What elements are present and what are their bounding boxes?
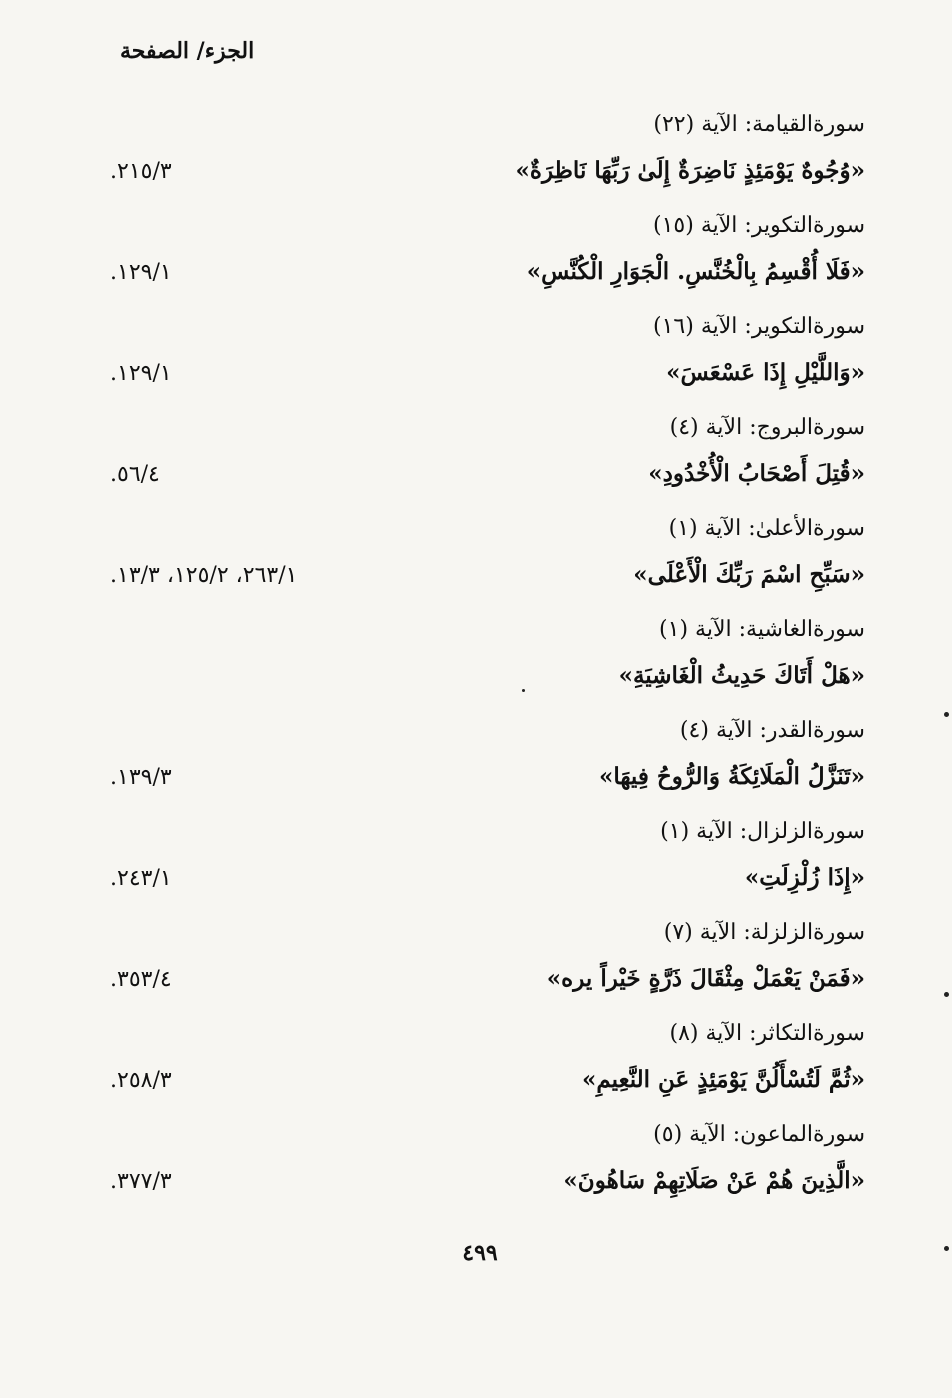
scan-speck: [944, 992, 949, 997]
surah-heading: [680, 718, 865, 743]
surah-name: سورةالزلزلة:: [743, 920, 865, 945]
surah-name: سورةالبروج:: [749, 415, 865, 440]
ayah-number: (٤): [669, 415, 699, 440]
surah-name: سورةالماعون:: [732, 1122, 865, 1147]
ayah-number: (١٦): [653, 314, 694, 339]
index-entry: [100, 920, 865, 1021]
volume-page-reference: ٢٤٣/١.: [110, 866, 172, 891]
ayah-number: (٧): [663, 920, 693, 945]
surah-name: سورةالقدر:: [759, 718, 865, 743]
surah-name: سورةالزلزال:: [739, 819, 865, 844]
surah-name: سورةالتكوير:: [744, 314, 865, 339]
volume-page-reference: ٣٥٣/٤.: [110, 967, 172, 992]
verse-text: «سَبِّحِ اسْمَ رَبِّكَ الْأَعْلَى»: [633, 561, 865, 588]
ayah-number: (٢٢): [653, 112, 695, 137]
ayah-label: الآية: [696, 819, 733, 844]
surah-name: سورةالقيامة:: [744, 112, 865, 137]
ayah-label: الآية: [695, 617, 732, 642]
volume-page-reference: ١٣٩/٣.: [110, 765, 172, 790]
scan-speck: [522, 689, 525, 692]
volume-page-reference: ٥٦/٤.: [110, 462, 160, 487]
ayah-label: الآية: [705, 415, 743, 440]
volume-page-reference: ٢٦٣/١، ١٢٥/٢، ١٣/٣.: [110, 563, 298, 588]
index-entry: [100, 213, 865, 314]
verse-text: «وَاللَّيْلِ إِذَا عَسْعَسَ»: [666, 359, 865, 386]
ayah-label: الآية: [701, 112, 738, 137]
ayah-number: (١٥): [653, 213, 694, 238]
page-header: الجزء/ الصفحة: [120, 38, 255, 64]
volume-page-reference: ٣٧٧/٣.: [110, 1169, 172, 1194]
index-entry: [100, 314, 865, 415]
surah-heading: [653, 1122, 865, 1147]
verse-text: «هَلْ أَتَاكَ حَدِيثُ الْغَاشِيَةِ»: [618, 662, 865, 689]
ayah-label: الآية: [700, 213, 738, 238]
ayah-label: الآية: [699, 920, 737, 945]
volume-page-reference: ٢٥٨/٣.: [110, 1068, 172, 1093]
index-entry: [100, 112, 865, 213]
verse-index-list: [100, 112, 865, 1223]
index-entry: [100, 819, 865, 920]
ayah-label: الآية: [715, 718, 753, 743]
verse-text: «وُجُوهٌ يَوْمَئِذٍ نَاضِرَةٌ إِلَىٰ رَبِّهَا نَاظِرَةٌ»: [515, 157, 865, 184]
verse-text: «فَمَنْ يَعْمَلْ مِثْقَالَ ذَرَّةٍ خَيْراً يره»: [546, 965, 865, 992]
surah-name: سورةالأعلىٰ:: [748, 516, 865, 541]
ayah-label: الآية: [704, 516, 742, 541]
index-entry: [100, 1122, 865, 1223]
surah-name: سورةالغاشية:: [738, 617, 865, 642]
surah-heading: [669, 1021, 865, 1046]
ayah-number: (١): [659, 617, 689, 642]
page-number: ٤٩٩: [462, 1240, 498, 1266]
ayah-number: (١): [660, 819, 690, 844]
verse-text: «إِذَا زُلْزِلَتِ»: [744, 864, 865, 891]
surah-heading: [659, 617, 865, 642]
surah-heading: [660, 819, 865, 844]
scan-speck: [944, 712, 949, 717]
ayah-number: (٥): [653, 1122, 683, 1147]
ayah-number: (٤): [679, 718, 709, 743]
ayah-label: الآية: [700, 314, 738, 339]
index-entry: [100, 516, 865, 617]
volume-page-reference: ١٢٩/١.: [110, 260, 172, 285]
volume-page-reference: ١٢٩/١.: [110, 361, 172, 386]
verse-text: «الَّذِينَ هُمْ عَنْ صَلَاتِهِمْ سَاهُونَ»: [563, 1167, 865, 1194]
verse-text: «قُتِلَ أَصْحَابُ الْأُخْدُودِ»: [648, 460, 865, 487]
verse-text: «ثُمَّ لَتُسْأَلُنَّ يَوْمَئِذٍ عَنِ النَّعِيمِ»: [581, 1066, 865, 1093]
index-entry: [100, 617, 865, 718]
surah-heading: [653, 314, 865, 339]
index-entry: [100, 718, 865, 819]
scan-speck: [944, 1246, 949, 1251]
index-entry: [100, 415, 865, 516]
verse-text: «تَنَزَّلُ الْمَلَائِكَةُ وَالرُّوحُ فِيهَا»: [598, 763, 865, 790]
ayah-number: (١): [668, 516, 698, 541]
surah-heading: [653, 213, 865, 238]
ayah-number: (٨): [669, 1021, 699, 1046]
ayah-label: الآية: [705, 1021, 743, 1046]
surah-heading: [669, 516, 865, 541]
surah-name: سورةالتكاثر:: [749, 1021, 865, 1046]
verse-text: «فَلَا أُقْسِمُ بِالْخُنَّسِ. الْجَوَارِ الْكُنَّسِ»: [526, 258, 865, 285]
volume-page-reference: ٢١٥/٣.: [110, 159, 172, 184]
surah-name: سورةالتكوير:: [744, 213, 865, 238]
surah-heading: [670, 415, 865, 440]
surah-heading: [653, 112, 865, 137]
surah-heading: [664, 920, 865, 945]
ayah-label: الآية: [689, 1122, 726, 1147]
index-entry: [100, 1021, 865, 1122]
